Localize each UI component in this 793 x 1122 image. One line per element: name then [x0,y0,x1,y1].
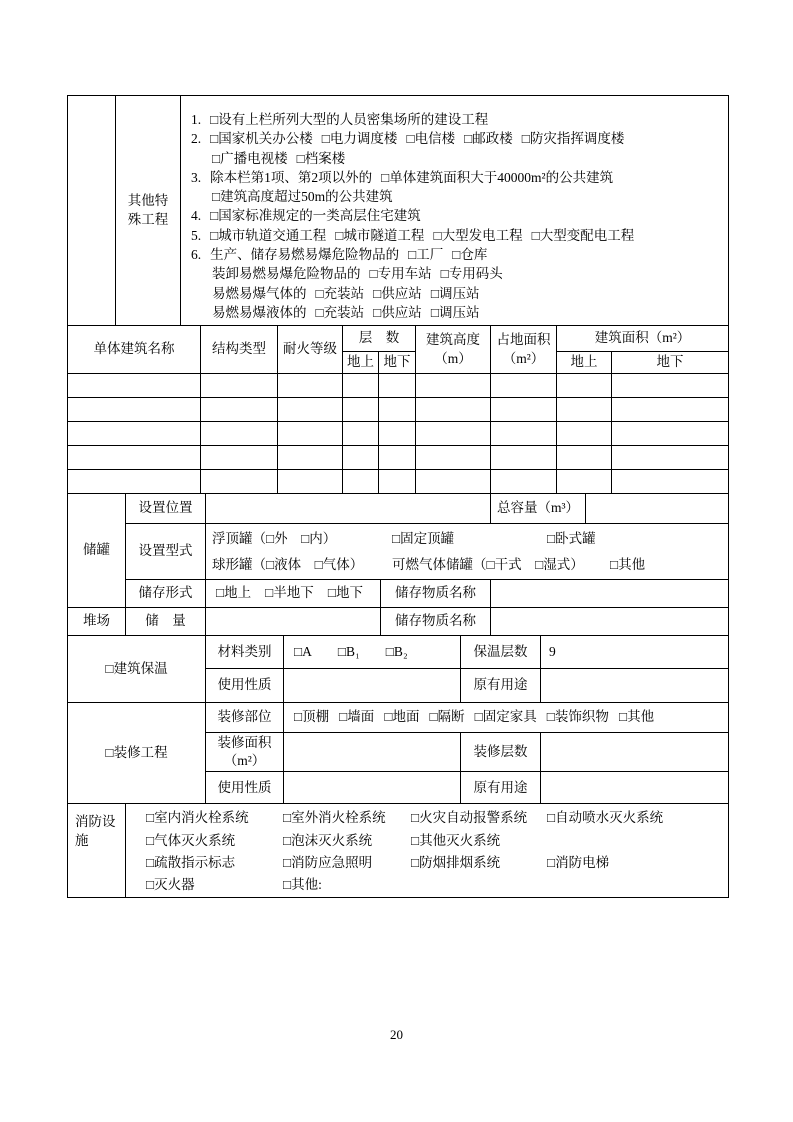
decoration-checkbox-label[interactable]: □装修工程 [68,703,206,804]
decoration-section [67,702,729,804]
blank-cell [68,374,201,398]
storage-section [67,493,729,636]
insulation-usage-label: 使用性质 [206,669,284,703]
text-segment: 3. [191,169,202,185]
header-building-height-label: 建筑高度 [426,332,480,348]
blank-cell [612,446,729,470]
tank-type-row [68,524,729,580]
blank-cell [343,422,379,446]
checkbox-option[interactable]: □设有上栏所列大型的人员密集场所的建设工程 [210,112,489,127]
text-segment: 4. [191,208,202,224]
checkbox-option[interactable]: □B₁ [337,643,360,659]
text-segment: 6. [191,247,202,263]
blank-cell [557,470,612,494]
checkbox-option[interactable]: □自动喷水灭火系统 [547,810,664,826]
list-line-2 [191,129,722,148]
fire-facilities-line-1 [128,807,726,829]
header-floor-area: 建筑面积（m²） [557,326,729,352]
checkbox-option[interactable]: □隔断 [429,709,465,725]
insulation-section [67,635,729,703]
blank-cell [491,470,557,494]
header-floors-above: 地上 [343,352,379,374]
checkbox-option[interactable]: □单体建筑面积大于40000m²的公共建筑 [381,169,614,185]
checkbox-option[interactable]: □充装站 [315,285,365,301]
list-line-6b [191,264,722,283]
checkbox-option[interactable]: □气体灭火系统 [146,832,236,848]
text-segment: 生产、储存易燃易爆危险物品的 [210,247,400,263]
blank-cell [491,398,557,422]
blank-cell [557,446,612,470]
application-form [67,95,728,898]
blank-cell [201,374,278,398]
decoration-parts-label: 装修部位 [206,703,284,733]
blank-cell [343,374,379,398]
tank-substance-label: 储存物质名称 [381,580,491,608]
blank-cell [201,422,278,446]
text-segment: 易燃易爆气体的 [212,285,307,301]
checkbox-option[interactable]: □疏散指示标志 [146,854,236,870]
header-area-above: 地上 [557,352,612,374]
text-segment: 1. [191,112,202,127]
insulation-original-use-field [541,669,729,703]
fire-facilities-label-line2: 施 [75,832,89,848]
checkbox-option[interactable]: □消防电梯 [547,854,610,870]
insulation-layers-value: 9 [541,636,729,669]
page-number: 20 [390,1027,403,1042]
checkbox-option[interactable]: □调压站 [430,304,480,320]
tank-type-line-2 [212,552,726,578]
header-footprint-unit: （m²） [502,350,545,366]
checkbox-option[interactable]: 球形罐（□液体 □气体） [212,556,364,572]
blank-cell [278,374,343,398]
header-building-name: 单体建筑名称 [68,326,201,374]
building-row [68,422,729,446]
insulation-original-use-label: 原有用途 [461,669,541,703]
checkbox-option[interactable]: □邮政楼 [464,131,513,147]
checkbox-option[interactable]: □广播电视楼 [212,150,288,166]
checkbox-option[interactable]: □火灾自动报警系统 [411,810,528,826]
checkbox-option[interactable]: □仓库 [452,247,488,263]
checkbox-option[interactable]: □泡沫灭火系统 [283,832,373,848]
building-info-table [67,325,729,494]
list-line-4 [191,206,722,225]
fire-facilities-row [68,804,729,898]
blank-cell [278,422,343,446]
blank-cell [343,398,379,422]
decoration-original-use-field [541,772,729,804]
decoration-area-label-text: 装修面积 [217,735,272,750]
blank-cell [201,398,278,422]
checkbox-option[interactable]: □调压站 [430,285,480,301]
checkbox-option[interactable]: □档案楼 [296,150,346,166]
stockyard-substance-label: 储存物质名称 [381,608,491,636]
list-line-3 [191,168,722,187]
decoration-parts-row [68,703,729,733]
checkbox-option[interactable]: □供应站 [373,304,422,320]
checkbox-option[interactable]: □消防应急照明 [283,854,373,870]
checkbox-option[interactable]: □地下 [327,585,363,601]
tank-location-field [206,494,491,524]
building-row [68,398,729,422]
blank-cell [278,446,343,470]
checkbox-option[interactable]: □A [294,643,312,659]
building-row [68,470,729,494]
fire-facilities-line-4 [128,874,726,896]
blank-cell [491,422,557,446]
decoration-area-field [284,733,461,772]
checkbox-option[interactable]: □墙面 [339,709,375,725]
special-projects-label-line1: 其他特 [127,193,169,209]
tank-location-label: 设置位置 [126,494,206,524]
checkbox-option[interactable]: □大型发电工程 [433,227,523,243]
checkbox-option[interactable]: □城市隧道工程 [335,227,425,243]
blank-cell [416,446,491,470]
decoration-area-label [206,733,284,772]
decoration-floors-field [541,733,729,772]
checkbox-option[interactable]: □灭火器 [146,877,195,893]
fire-facilities-label [68,804,126,898]
tank-type-line-1 [212,526,726,552]
checkbox-option[interactable]: □固定家具 [474,709,537,725]
building-header-row-1 [68,326,729,352]
checkbox-option[interactable]: □其他 [610,556,646,572]
insulation-layers-label: 保温层数 [461,636,541,669]
checkbox-option[interactable]: □充装站 [315,304,365,320]
building-row [68,446,729,470]
tank-form-option-list [212,584,378,602]
checkbox-option[interactable]: 可燃气体储罐（□干式 □湿式） [392,556,584,572]
list-line-3b [191,187,722,206]
special-projects-list [181,96,729,326]
checkbox-option[interactable]: □国家机关办公楼 [210,131,313,147]
tank-form-row [68,580,729,608]
header-footprint-area [491,326,557,374]
insulation-material-options [284,636,461,669]
checkbox-option[interactable]: □固定顶罐 [392,530,455,546]
insulation-material-row [68,636,729,669]
header-structure-type: 结构类型 [201,326,278,374]
checkbox-option[interactable]: □其他 [618,709,655,725]
special-projects-section [67,95,729,326]
tank-substance-field [491,580,729,608]
blank-cell [379,446,416,470]
blank-cell [278,470,343,494]
blank-cell [416,470,491,494]
text-segment: 5. [191,227,202,243]
checkbox-option[interactable]: □其他灭火系统 [411,832,501,848]
fire-facilities-line-3 [128,852,726,874]
decoration-parts-option-list [290,708,726,726]
blank-cell [612,470,729,494]
checkbox-option[interactable]: □半地下 [265,585,314,601]
checkbox-option[interactable]: □工厂 [408,247,444,263]
decoration-original-use-label: 原有用途 [461,772,541,804]
blank-cell [416,374,491,398]
list-line-6 [191,245,722,264]
blank-cell [343,470,379,494]
tank-location-row [68,494,729,524]
checkbox-option[interactable]: □其他: [283,877,322,893]
checkbox-option[interactable]: □防灾指挥调度楼 [521,131,625,147]
checkbox-option[interactable]: □大型变配电工程 [531,227,635,243]
header-footprint-label: 占地面积 [496,332,551,348]
list-line-1 [191,110,722,129]
list-line-6d [191,303,722,322]
insulation-checkbox-label[interactable]: □建筑保温 [68,636,206,703]
text-segment: 易燃易爆液体的 [212,304,307,320]
tank-form-label: 储存形式 [126,580,206,608]
tank-type-label: 设置型式 [126,524,206,580]
checkbox-option[interactable]: □专用码头 [440,266,503,282]
stockyard-quantity-field [206,608,381,636]
blank-cell [68,398,201,422]
special-projects-label [116,96,181,326]
blank-cell [491,446,557,470]
checkbox-option[interactable]: □顶棚 [294,709,330,725]
blank-cell [343,446,379,470]
tank-capacity-label: 总容量（m³） [491,494,586,524]
checkbox-option[interactable]: □电信楼 [406,131,456,147]
decoration-floors-label: 装修层数 [461,733,541,772]
checkbox-option[interactable]: □地面 [384,709,420,725]
insulation-material-label: 材料类别 [206,636,284,669]
header-building-height [416,326,491,374]
checkbox-option[interactable]: □装饰织物 [546,709,609,725]
building-row [68,374,729,398]
text-segment: 2. [191,131,202,147]
blank-cell [68,470,201,494]
fire-facilities-options [126,804,729,898]
text-segment: 除本栏第1项、第2项以外的 [210,169,373,185]
blank-cell [612,374,729,398]
left-spacer-cell [68,96,116,326]
checkbox-option[interactable]: 浮顶罐（□外 □内） [212,530,337,546]
blank-cell [68,446,201,470]
fire-facilities-line-2 [128,830,726,852]
blank-cell [68,422,201,446]
blank-cell [201,446,278,470]
list-line-5 [191,226,722,245]
stockyard-row [68,608,729,636]
blank-cell [557,398,612,422]
decoration-parts-options [284,703,729,733]
checkbox-option[interactable]: □卧式罐 [547,530,596,546]
list-line-2b [191,149,722,168]
stockyard-quantity-label: 储 量 [126,608,206,636]
blank-cell [557,374,612,398]
blank-cell [379,422,416,446]
blank-cell [379,374,416,398]
tank-type-options [206,524,729,580]
checkbox-option[interactable]: □防烟排烟系统 [411,854,501,870]
checkbox-option[interactable]: □室外消火栓系统 [283,810,386,826]
tank-form-options [206,580,381,608]
decoration-usage-label: 使用性质 [206,772,284,804]
checkbox-option[interactable]: □电力调度楼 [321,131,398,147]
tank-label: 储罐 [68,494,126,608]
header-floors-below: 地下 [379,352,416,374]
special-projects-row [68,96,729,326]
blank-cell [612,398,729,422]
checkbox-option[interactable]: □供应站 [373,285,422,301]
header-fire-rating: 耐火等级 [278,326,343,374]
checkbox-option[interactable]: □城市轨道交通工程 [210,227,327,243]
blank-cell [557,422,612,446]
special-projects-label-line2: 殊工程 [127,211,169,227]
header-building-height-unit: （m） [434,350,472,366]
checkbox-option[interactable]: □国家标准规定的一类高层住宅建筑 [210,208,421,224]
checkbox-option[interactable]: □专用车站 [369,266,432,282]
checkbox-option[interactable]: □建筑高度超过50m的公共建筑 [212,189,393,205]
blank-cell [416,398,491,422]
checkbox-option[interactable]: □B₂ [385,643,408,659]
header-area-below: 地下 [612,352,729,374]
checkbox-option[interactable]: □地上 [216,585,252,601]
blank-cell [612,422,729,446]
insulation-usage-field [284,669,461,703]
decoration-usage-field [284,772,461,804]
fire-facilities-section [67,803,729,898]
stockyard-substance-field [491,608,729,636]
decoration-area-unit: （m²） [223,753,266,769]
insulation-material-option-list [290,643,458,661]
stockyard-label: 堆场 [68,608,126,636]
fire-facilities-label-line1: 消防设 [75,814,116,830]
text-segment: 装卸易燃易爆危险物品的 [212,266,361,282]
blank-cell [379,470,416,494]
tank-capacity-field [586,494,729,524]
blank-cell [379,398,416,422]
blank-cell [491,374,557,398]
blank-cell [278,398,343,422]
list-line-6c [191,284,722,303]
blank-cell [416,422,491,446]
blank-cell [201,470,278,494]
checkbox-option[interactable]: □室内消火栓系统 [146,810,249,826]
header-floors: 层 数 [343,326,416,352]
